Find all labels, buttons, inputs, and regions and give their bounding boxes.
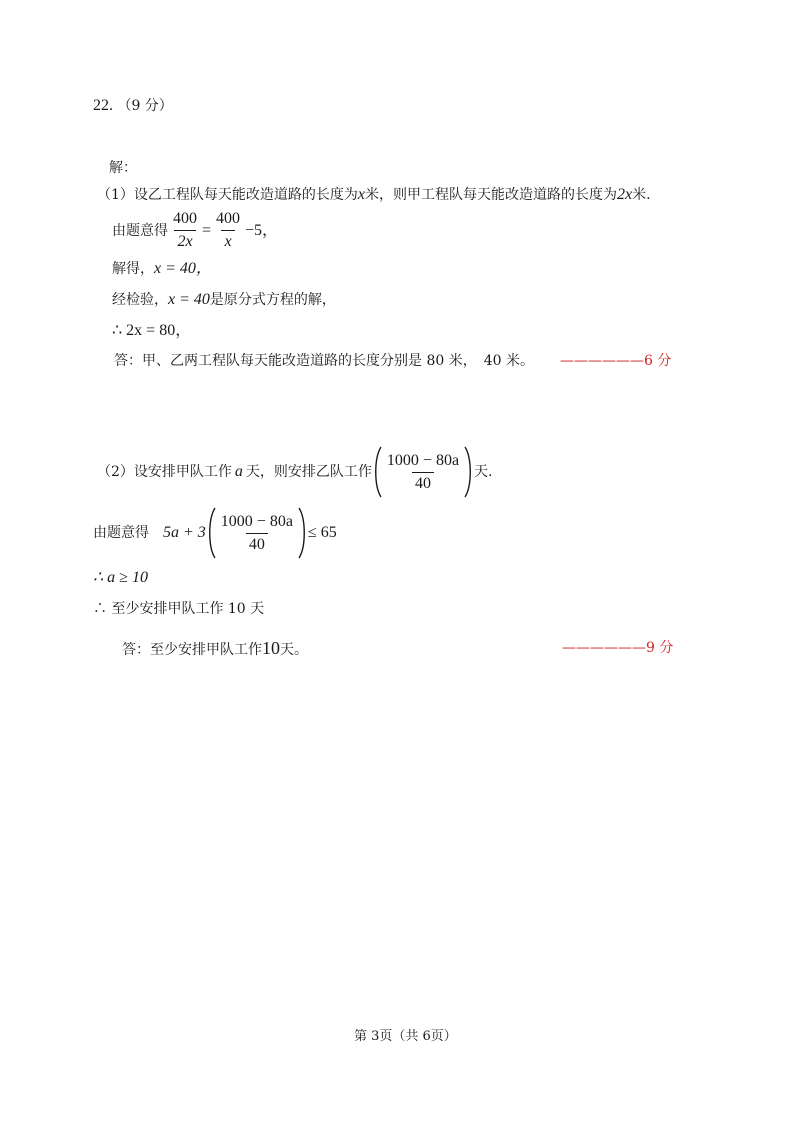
part2-conclusion: ∴ 至少安排甲队工作 10 天: [93, 601, 265, 617]
expr-2x: 2x: [617, 186, 633, 203]
question-points: （9 分）: [117, 98, 173, 114]
part1-score: ——————6 分: [560, 353, 672, 369]
question-number: 22.: [93, 97, 113, 114]
left-paren: [372, 446, 382, 498]
inequality-label: 由题意得: [93, 525, 149, 541]
part2-intro: （2）设安排甲队工作 a 天，则安排乙队工作 $\frac{1000 - 80a}{40}$ 天.: [97, 446, 493, 498]
left-paren: [206, 507, 216, 559]
part1-solve: 解得，x = 40，: [112, 260, 212, 277]
fraction-left: $\frac{400}{2x}$: [173, 210, 197, 250]
part2-score: ——————9 分: [562, 640, 674, 656]
question-header: [93, 96, 173, 116]
right-paren: [298, 507, 308, 559]
part1-check: 经检验，x = 40是原分式方程的解，: [112, 291, 336, 308]
var-a: a: [234, 463, 243, 480]
part1-equation: 由题意得 $\frac{400}{2x}$ = $\frac{400}{x}$ −5，: [112, 210, 279, 250]
part2-result: ∴ a ≥ 10: [93, 569, 148, 586]
part1-therefore: ∴ 2x = 80，: [112, 322, 192, 339]
var-x: x: [357, 186, 366, 203]
part2-answer: 答：至少安排甲队工作10天。: [122, 638, 308, 658]
page-footer: 第 3页（共 6页）: [354, 1029, 457, 1044]
part1-answer: 答：甲、乙两工程队每天能改造道路的长度分别是 80 米， 40 米。: [114, 353, 534, 369]
solution-label: 解：: [109, 160, 137, 176]
equation-label: 由题意得: [112, 222, 168, 239]
fraction-right: $\frac{400}{x}$: [216, 210, 241, 250]
right-paren: [464, 446, 474, 498]
part1-intro: （1）设乙工程队每天能改造道路的长度为x米，则甲工程队每天能改造道路的长度为2x米.: [97, 186, 651, 203]
paren-fraction: $\frac{1000 - 80a}{40}$: [372, 446, 474, 498]
part2-inequality: 由题意得 5a + 3 $\frac{1000 - 80a}{40}$ ≤ 65: [93, 507, 337, 559]
